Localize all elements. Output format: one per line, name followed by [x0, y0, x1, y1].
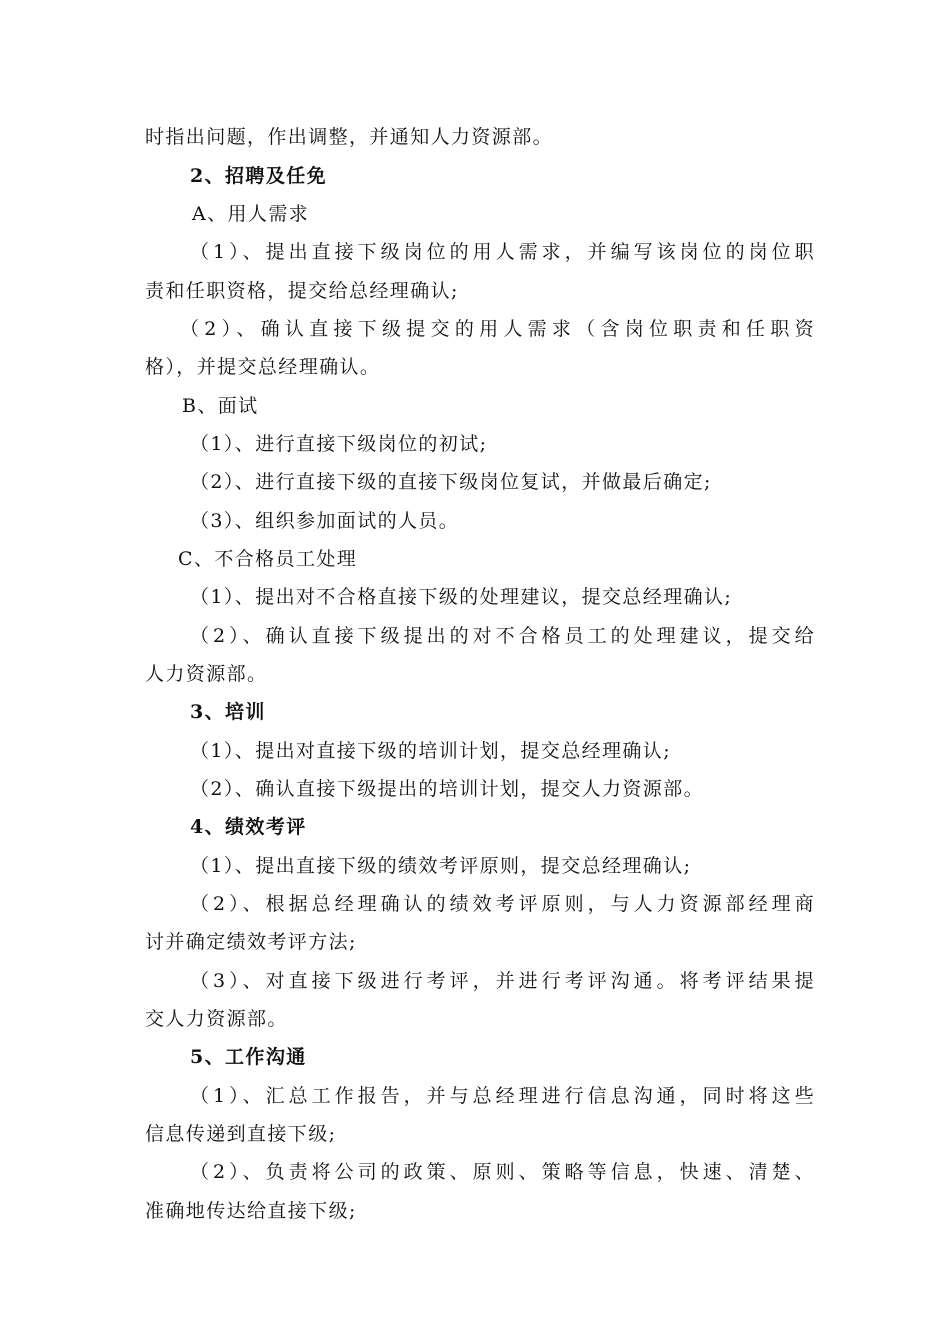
text-line: （1）、提出对不合格直接下级的处理建议，提交总经理确认;: [190, 586, 733, 608]
section-heading: 2、招聘及任免: [190, 165, 328, 187]
subsection-heading: C、不合格员工处理: [178, 548, 358, 570]
text-line: （2）、进行直接下级的直接下级岗位复试，并做最后确定;: [190, 471, 712, 493]
subsection-heading: A、用人需求: [192, 203, 310, 225]
text-line: （2）、负责将公司的政策、原则、策略等信息，快速、清楚、: [190, 1161, 815, 1183]
text-line: （1）、提出对直接下级的培训计划，提交总经理确认;: [190, 740, 671, 762]
section-heading: 4、绩效考评: [190, 816, 307, 838]
section-heading: 3、培训: [190, 701, 266, 723]
text-line: 责和任职资格，提交给总经理确认;: [145, 280, 459, 302]
text-line: 人力资源部。: [145, 663, 268, 685]
text-line: 信息传递到直接下级;: [145, 1123, 337, 1145]
text-line: 准确地传达给直接下级;: [145, 1200, 357, 1222]
subsection-heading: B、面试: [182, 395, 259, 417]
text-line: （1）、提出直接下级岗位的用人需求，并编写该岗位的岗位职: [190, 241, 815, 263]
text-line: （2）、确认直接下级提出的对不合格员工的处理建议，提交给: [190, 625, 815, 647]
text-line: （2）、确认直接下级提出的培训计划，提交人力资源部。: [190, 778, 704, 800]
section-heading: 5、工作沟通: [190, 1046, 307, 1068]
text-line: 格），并提交总经理确认。: [145, 356, 381, 378]
text-line: 讨并确定绩效考评方法;: [145, 931, 357, 953]
text-line: 交人力资源部。: [145, 1008, 288, 1030]
text-line: 时指出问题，作出调整，并通知人力资源部。: [145, 126, 554, 148]
text-line: （3）、组织参加面试的人员。: [190, 510, 460, 532]
text-line: （2）、根据总经理确认的绩效考评原则，与人力资源部经理商: [190, 893, 815, 915]
text-line: （2）、确认直接下级提交的用人需求（含岗位职责和任职资: [180, 318, 815, 340]
text-line: （1）、提出直接下级的绩效考评原则，提交总经理确认;: [190, 855, 692, 877]
text-line: （1）、汇总工作报告，并与总经理进行信息沟通，同时将这些: [190, 1085, 815, 1107]
text-line: （3）、对直接下级进行考评，并进行考评沟通。将考评结果提: [190, 970, 815, 992]
text-line: （1）、进行直接下级岗位的初试;: [190, 433, 488, 455]
